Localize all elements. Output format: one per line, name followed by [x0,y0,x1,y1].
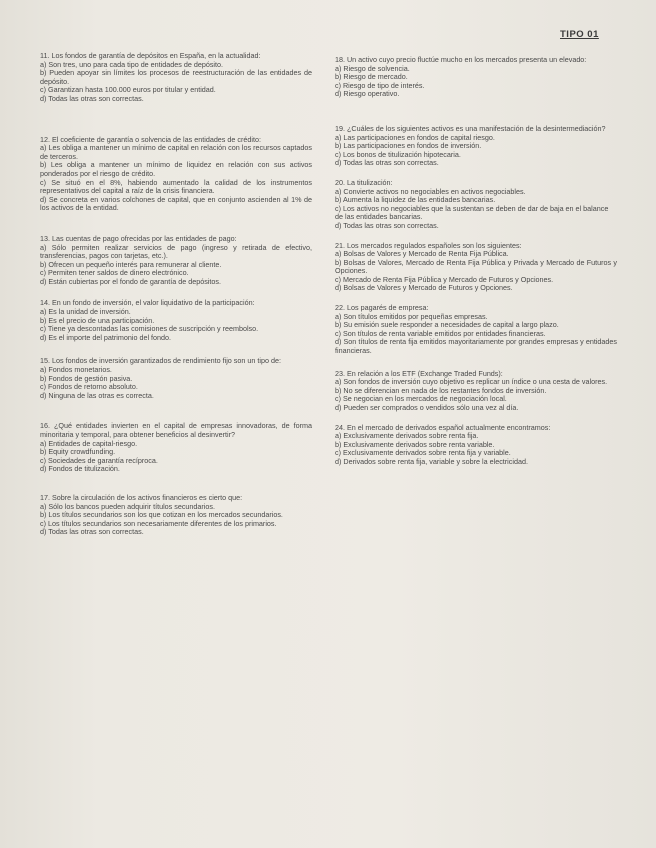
option-a: a) Son fondos de inversión cuyo objetivo es replicar un índice o una cesta de valores. [335,377,608,387]
question-stem: 22. Los pagarés de empresa: [335,303,429,313]
option-a: a) Bolsas de Valores y Mercado de Renta Fija Pública. [335,249,509,259]
option-c: c) Sociedades de garantía recíproca. [40,455,158,465]
option-c: c) Se negocian en los mercados de negociación local. [335,394,507,404]
option-c: c) Exclusivamente derivados sobre renta fija y variable. [335,448,511,458]
left-column [40,52,312,548]
question-stem: 13. Las cuentas de pago ofrecidas por las entidades de pago: [40,233,237,243]
question-stem: 11. Los fondos de garantía de depósitos en España, en la actualidad: [40,51,261,60]
question-stem: 19. ¿Cuáles de los siguientes activos es una manifestación de la desintermediación? [335,123,606,133]
option-a: a) Les obliga a mantener un mínimo de capital en relación con los recursos captados de terceros. [40,143,312,161]
question-stem: 20. La titulización: [335,177,393,187]
question-16 [40,422,312,474]
question-17 [40,494,312,537]
option-c: c) Riesgo de tipo de interés. [335,80,425,90]
option-b: b) Riesgo de mercado. [335,72,408,82]
option-c: c) Se situó en el 8%, habiendo aumentado la calidad de los instrumentos representativos del capital a raíz de la crisis financiera. [40,177,312,196]
question-18 [335,56,617,99]
option-b: b) No se diferencian en nada de los restantes fondos de inversión. [335,385,547,395]
question-13 [40,235,312,287]
option-b: b) Las participaciones en fondos de inversión. [335,141,482,151]
question-23 [335,370,617,413]
question-stem: 12. El coeficiente de garantía o solvencia de las entidades de crédito: [40,134,261,144]
option-a: a) Fondos monetarios. [40,365,112,375]
question-stem: 18. Un activo cuyo precio fluctúe mucho en los mercados presenta un elevado: [335,55,587,64]
option-b: b) Equity crowdfunding. [40,447,116,457]
question-stem: 14. En un fondo de inversión, el valor liquidativo de la participación: [40,298,255,308]
exam-type-label: TIPO 01 [560,29,599,40]
option-b: b) Los títulos secundarios son los que cotizan en los mercados secundarios. [40,510,283,520]
option-c: c) Fondos de retorno absoluto. [40,382,138,392]
option-a: a) Las participaciones en fondos de capital riesgo. [335,132,495,142]
option-c: c) Tiene ya descontadas las comisiones de suscripción y reembolso. [40,324,259,334]
option-d: d) Son títulos de renta fija emitidos mayoritariamente por grandes empresas y entidades financieras. [335,337,617,356]
option-b: b) Su emisión suele responder a necesidades de capital a largo plazo. [335,320,559,330]
option-d: d) Fondos de titulización. [40,464,120,474]
question-19 [335,125,617,168]
option-d: d) Derivados sobre renta fija, variable y sobre la electricidad. [335,456,528,466]
option-d: d) Todas las otras son correctas. [335,220,439,230]
question-21 [335,242,617,294]
option-b: b) Les obliga a mantener un mínimo de liquidez en relación con sus activos ponderados por el riesgo de crédito. [40,160,312,178]
option-a: a) Sólo los bancos pueden adquirir títulos secundarios. [40,501,216,511]
option-d: d) Están cubiertas por el fondo de garantía de depósitos. [40,276,222,286]
question-14 [40,299,312,342]
option-a: a) Son títulos emitidos por pequeñas empresas. [335,311,488,321]
option-a: a) Es la unidad de inversión. [40,307,131,317]
option-a: a) Convierte activos no negociables en activos negociables. [335,186,526,196]
question-stem: 23. En relación a los ETF (Exchange Traded Funds): [335,368,503,378]
question-22 [335,304,617,356]
question-stem: 16. ¿Qué entidades invierten en el capital de empresas innovadoras, de forma minoritaria y temporal, para obtener beneficios al desinvertir? [40,421,312,439]
option-d: d) Es el importe del patrimonio del fondo. [40,332,172,342]
option-b: b) Aumenta la liquidez de las entidades bancarias. [335,195,496,205]
question-stem: 24. En el mercado de derivados español actualmente encontramos: [335,422,551,432]
option-c: c) Son títulos de renta variable emitidos por entidades financieras. [335,328,546,338]
option-b: b) Ofrecen un pequeño interés para remunerar al cliente. [40,259,222,269]
option-d: d) Bolsas de Valores y Mercado de Futuros y Opciones. [335,283,513,293]
question-12 [40,136,312,213]
option-d: d) Pueden ser comprados o vendidos sólo una vez al día. [335,403,519,412]
option-b: b) Es el precio de una participación. [40,315,155,325]
question-stem: 17. Sobre la circulación de los activos financieros es cierto que: [40,492,243,502]
option-d: d) Todas las otras son correctas. [40,93,144,103]
question-11 [40,52,312,104]
option-c: c) Los títulos secundarios son necesariamente diferentes de los primarios. [40,518,277,528]
question-stem: 15. Los fondos de inversión garantizados de rendimiento fijo son un tipo de: [40,356,281,366]
option-c: c) Los activos no negociables que la sustentan se deben de dar de baja en el balance de las entidades bancarias. [335,203,609,222]
option-c: c) Garantizan hasta 100.000 euros por titular y entidad. [40,85,216,95]
option-d: d) Riesgo operativo. [335,89,400,99]
option-c: c) Mercado de Renta Fija Pública y Mercado de Futuros y Opciones. [335,274,554,284]
option-c: c) Permiten tener saldos de dinero electrónico. [40,268,189,278]
option-d: d) Todas las otras son correctas. [40,527,144,537]
option-d: d) Se concreta en varios colchones de capital, que en conjunto ascienden al 1% de los activos de la entidad. [40,194,312,213]
option-a: a) Son tres, uno para cada tipo de entidades de depósito. [40,59,224,69]
option-a: a) Exclusivamente derivados sobre renta fija. [335,431,479,441]
question-15 [40,357,312,400]
option-a: a) Sólo permiten realizar servicios de pago (ingreso y retirada de efectivo, transferencias, pagos con tarjetas, etc.). [40,242,312,261]
option-d: d) Ninguna de las otras es correcta. [40,390,154,400]
option-b: b) Exclusivamente derivados sobre renta variable. [335,439,495,449]
question-stem: 21. Los mercados regulados españoles son los siguientes: [335,240,522,250]
option-b: b) Pueden apoyar sin límites los procesos de reestructuración de las entidades de depósito. [40,68,312,86]
option-c: c) Los bonos de titulización hipotecaria. [335,149,461,159]
right-column [335,56,617,478]
option-a: a) Entidades de capital-riesgo. [40,438,138,448]
option-d: d) Todas las otras son correctas. [335,158,439,168]
option-b: b) Bolsas de Valores, Mercado de Renta Fija Pública y Privada y Mercado de Futuros y Opciones. [335,257,617,276]
question-24 [335,424,617,467]
option-a: a) Riesgo de solvencia. [335,63,410,73]
option-b: b) Fondos de gestión pasiva. [40,373,133,383]
question-20 [335,179,617,231]
